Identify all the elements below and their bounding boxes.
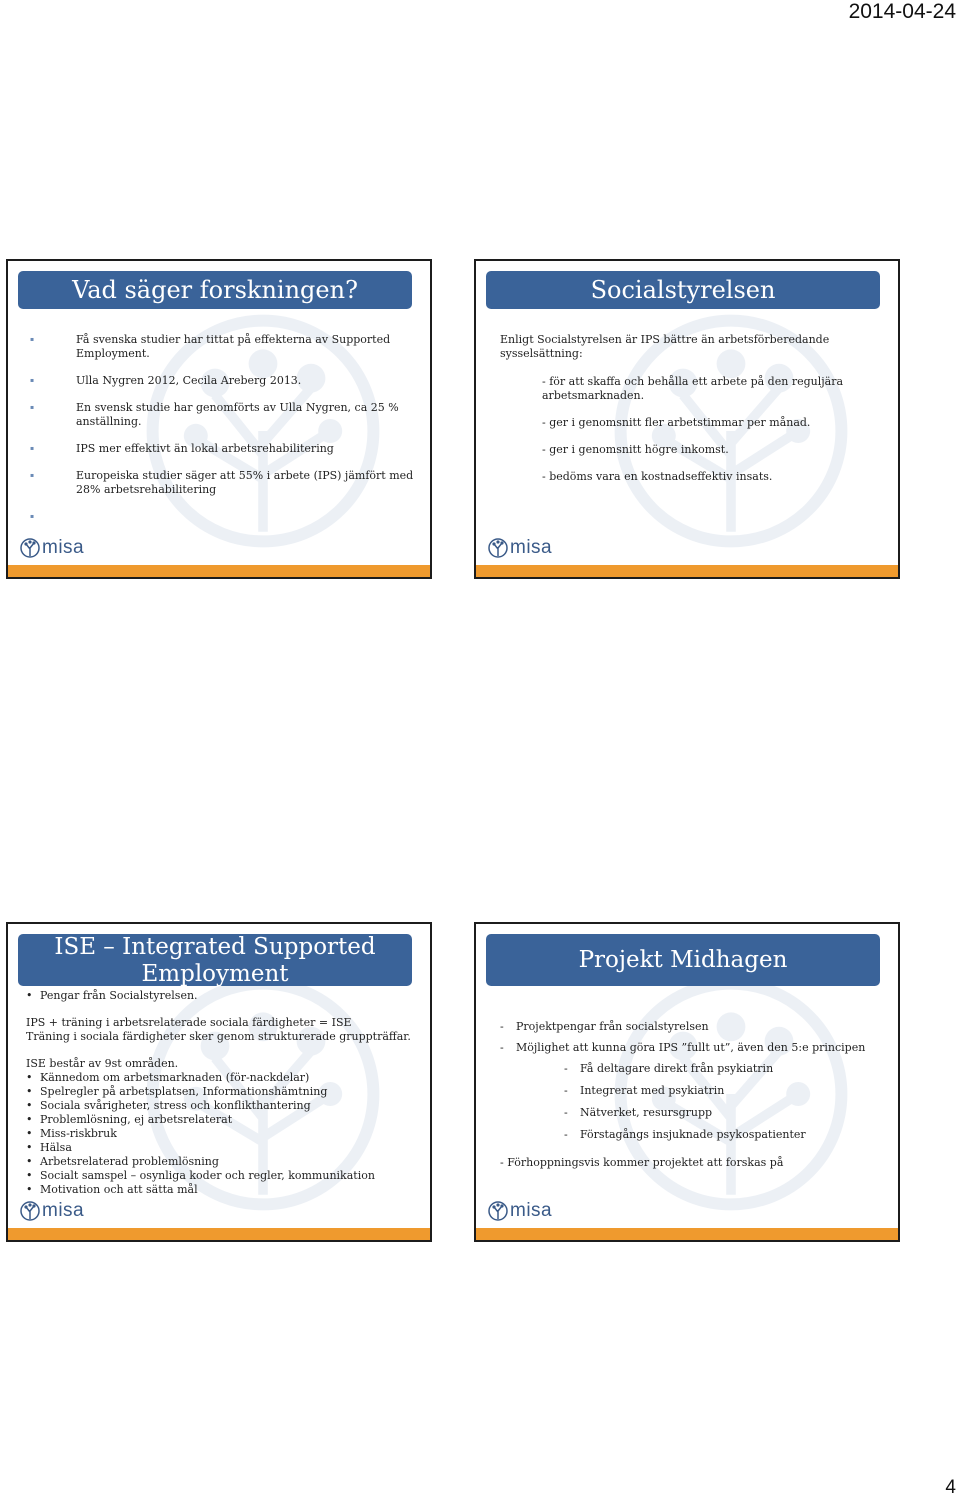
list-item: ▪ En svensk studie har genomförts av Ulla Nygren, ca 25 % anställning. <box>26 401 416 429</box>
misa-logo <box>488 1200 552 1222</box>
list-item: • Miss-riskbruk <box>26 1127 421 1141</box>
slide-title: Vad säger forskningen? <box>18 271 412 309</box>
tree-logo-icon <box>20 538 40 558</box>
list-item: • Problemlösning, ej arbetsrelaterat <box>26 1113 421 1127</box>
slide-title: ISE – Integrated Supported Employment <box>18 934 412 986</box>
misa-logo <box>20 537 84 559</box>
slide-body <box>26 989 421 1197</box>
list-item: • Hälsa <box>26 1141 421 1155</box>
list-item: • Socialt samspel – osynliga koder och regler, kommunikation <box>26 1169 421 1183</box>
logo-text: misa <box>42 537 85 558</box>
list-item: - för att skaffa och behålla ett arbete på den reguljära arbetsmarknaden. <box>542 375 844 402</box>
list-item: - Möjlighet att kunna göra IPS ”fullt ut”, även den 5:e principen <box>500 1041 890 1055</box>
slide-title: Socialstyrelsen <box>486 271 880 309</box>
page-date: 2014-04-24 <box>848 0 956 23</box>
logo-text: misa <box>510 1200 553 1221</box>
list-item: ▪ Europeiska studier säger att 55% i arbete (IPS) jämfört med 28% arbetsrehabilitering <box>26 469 416 497</box>
slide-socialstyrelsen <box>474 259 900 579</box>
tree-logo-icon <box>488 538 508 558</box>
sub-list-item: - Få deltagare direkt från psykiatrin <box>564 1062 890 1076</box>
sub-list-item: - Integrerat med psykiatrin <box>564 1084 890 1098</box>
slide-research <box>6 259 432 579</box>
note-text: - Förhoppningsvis kommer projektet att forskas på <box>500 1156 784 1169</box>
sub-list-item: - Förstagångs insjuknade psykospatienter <box>564 1128 890 1142</box>
paragraph-line: IPS + träning i arbetsrelaterade sociala färdigheter = ISE <box>26 1016 352 1029</box>
paragraph <box>26 1016 421 1044</box>
misa-logo <box>488 537 552 559</box>
areas-intro: ISE består av 9st områden. <box>26 1057 179 1070</box>
slide-body <box>26 333 416 516</box>
slide-projekt-midhagen <box>474 922 900 1242</box>
slide-body <box>500 333 890 497</box>
list-item: • Arbetsrelaterad problemlösning <box>26 1155 421 1169</box>
list-item: ▪ Få svenska studier har tittat på effekterna av Supported Employment. <box>26 333 416 361</box>
footer-bar <box>476 565 898 577</box>
list-item: • Pengar från Socialstyrelsen. <box>26 989 421 1003</box>
paragraph-line: Träning i sociala färdigheter sker genom strukturerade gruppträffar. <box>26 1030 411 1043</box>
list-item: • Sociala svårigheter, stress och konflikthantering <box>26 1099 421 1113</box>
list-item: • Kännedom om arbetsmarknaden (för-nackdelar) <box>26 1071 421 1085</box>
list-item: - ger i genomsnitt högre inkomst. <box>542 443 729 456</box>
list-item: - ger i genomsnitt fler arbetstimmar per månad. <box>542 416 811 429</box>
footer-bar <box>8 565 430 577</box>
slide-ise <box>6 922 432 1242</box>
logo-text: misa <box>42 1200 85 1221</box>
slide-body <box>500 1020 890 1170</box>
logo-text: misa <box>510 537 553 558</box>
list-item: • Spelregler på arbetsplatsen, Informationshämtning <box>26 1085 421 1099</box>
page-number: 4 <box>945 1477 956 1498</box>
list-item: ▪ Ulla Nygren 2012, Cecila Areberg 2013. <box>26 374 416 388</box>
footer-bar <box>476 1228 898 1240</box>
misa-logo <box>20 1200 84 1222</box>
slide-title: Projekt Midhagen <box>486 934 880 986</box>
empty-bullet <box>26 510 416 516</box>
list-item: ▪ IPS mer effektivt än lokal arbetsrehabilitering <box>26 442 416 456</box>
list-item: - bedöms vara en kostnadseffektiv insats. <box>542 470 773 483</box>
sub-list-item: - Nätverket, resursgrupp <box>564 1106 890 1120</box>
list-item: • Motivation och att sätta mål <box>26 1183 421 1197</box>
footer-bar <box>8 1228 430 1240</box>
tree-logo-icon <box>488 1201 508 1221</box>
lead-text: Enligt Socialstyrelsen är IPS bättre än arbetsförberedande sysselsättning: <box>500 333 830 360</box>
tree-logo-icon <box>20 1201 40 1221</box>
list-item: - Projektpengar från socialstyrelsen <box>500 1020 890 1034</box>
